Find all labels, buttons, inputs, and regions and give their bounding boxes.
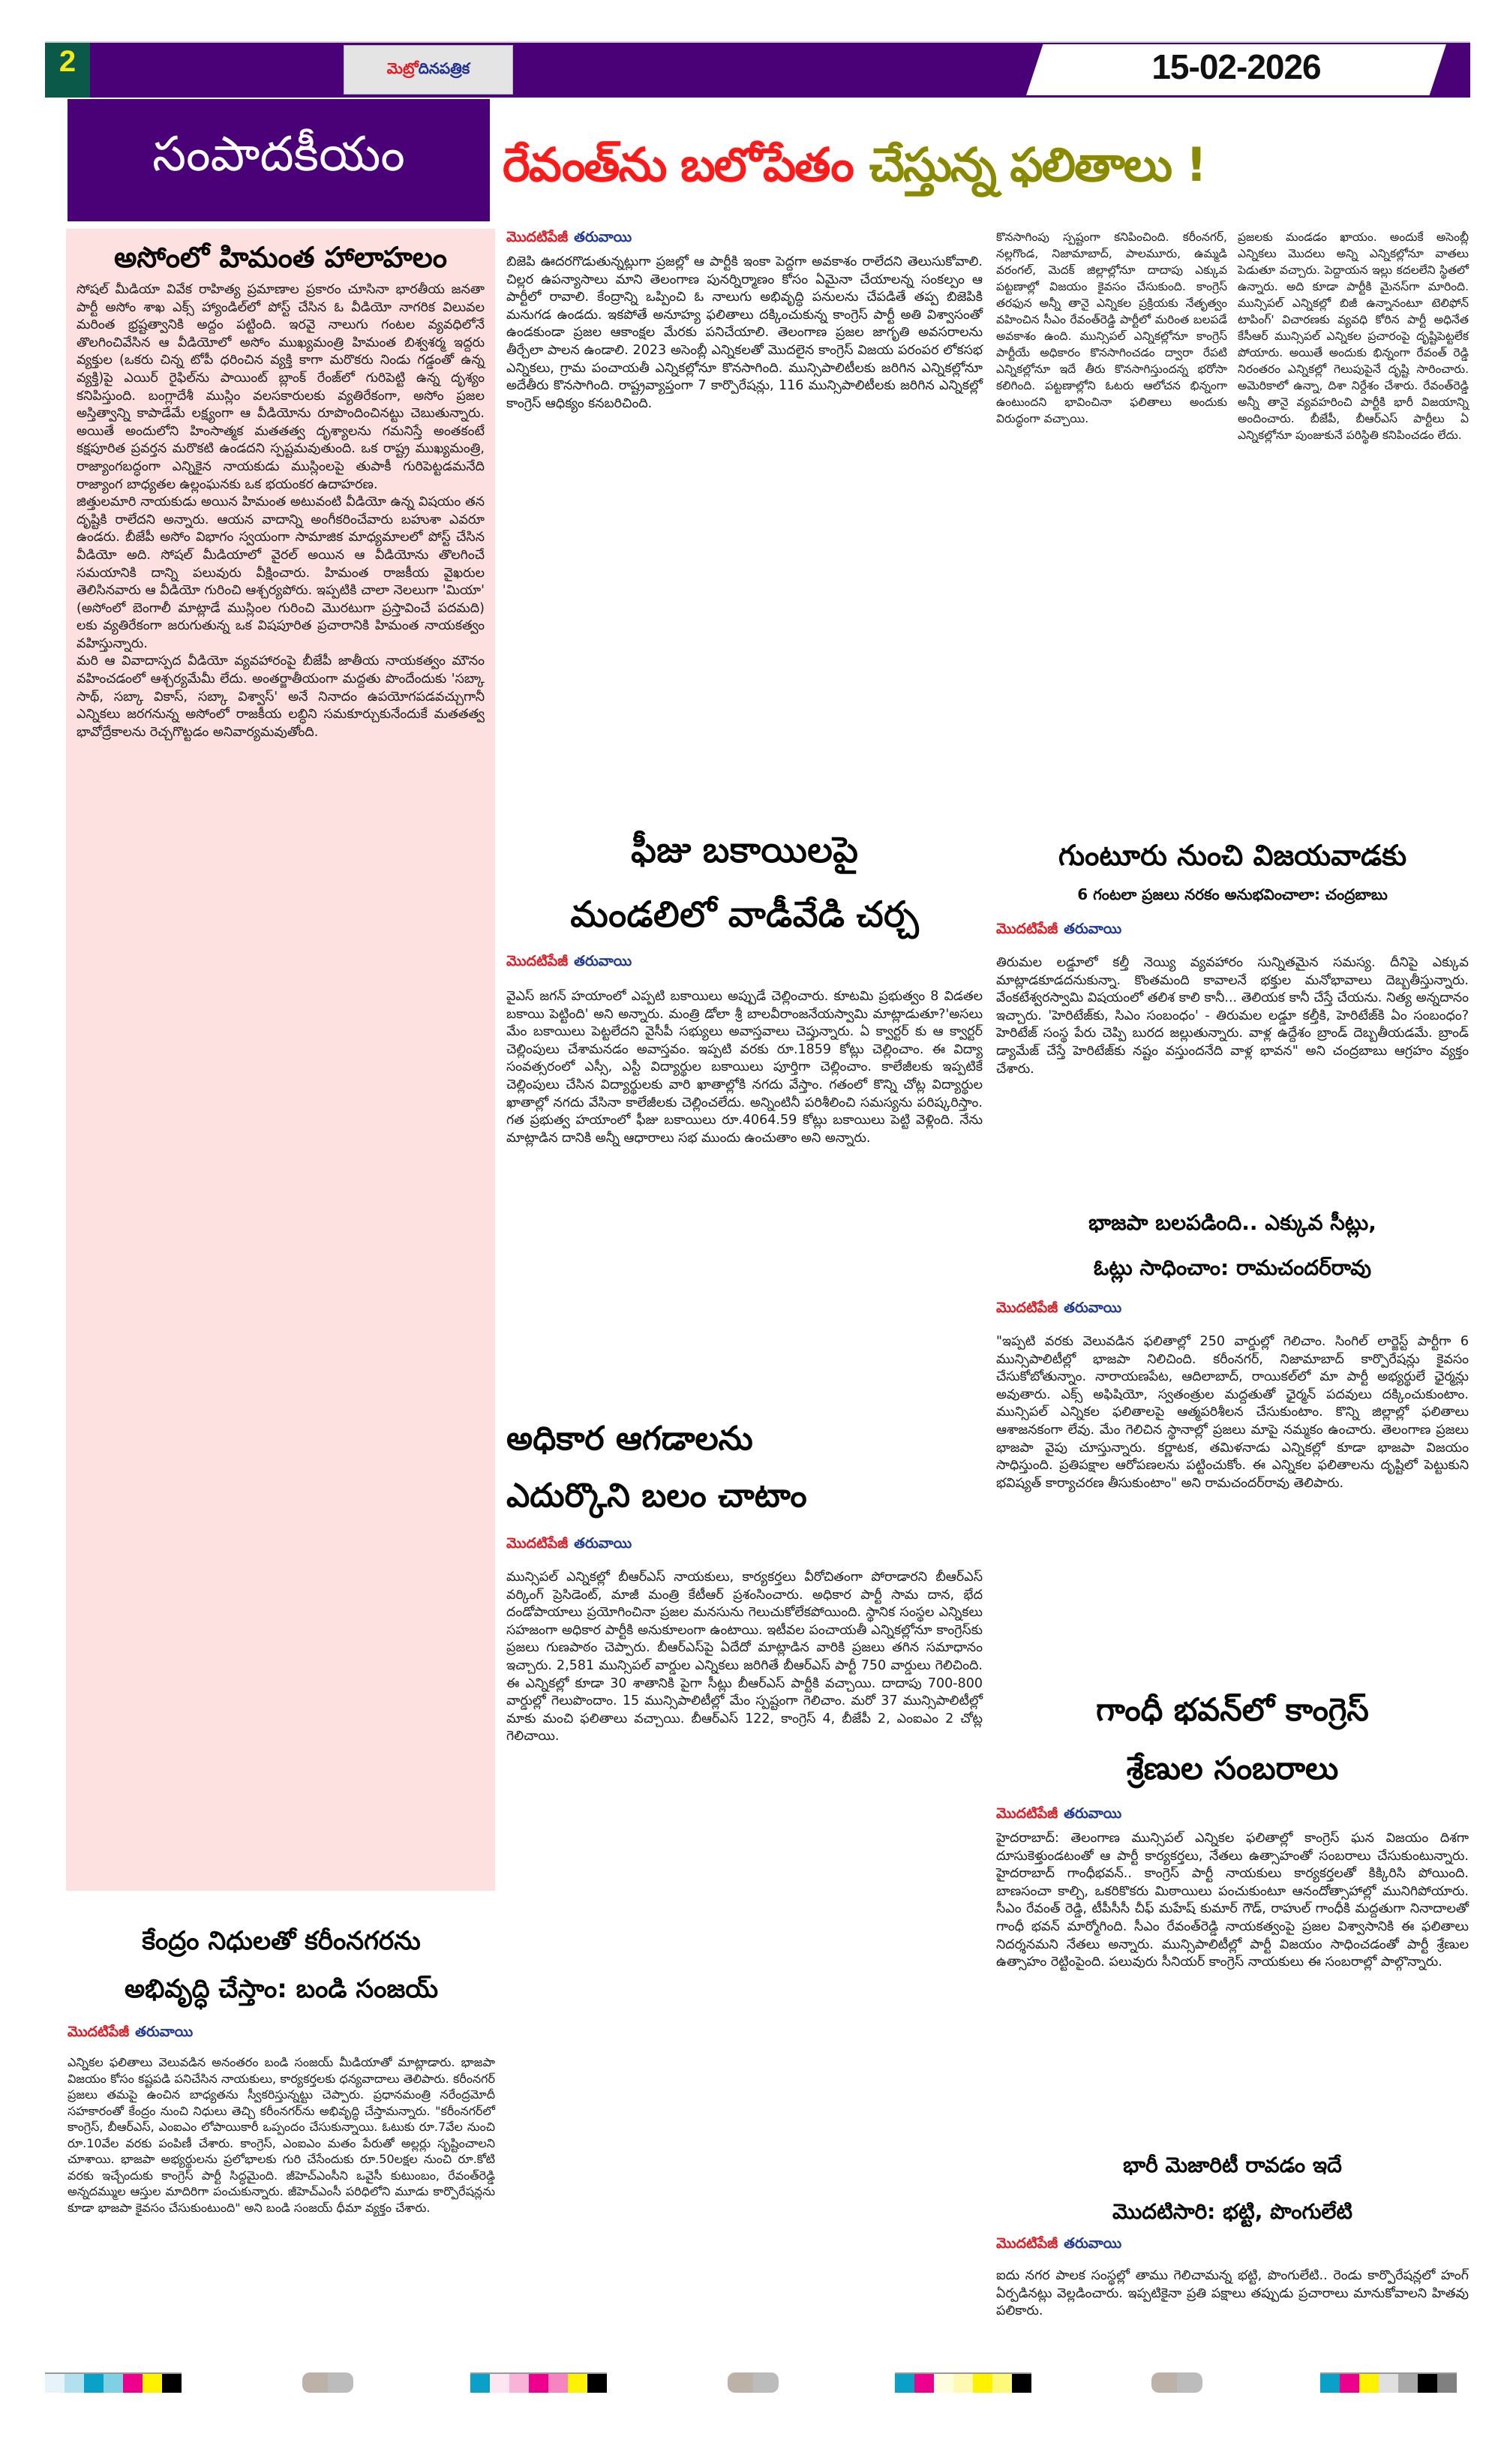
color-swatch xyxy=(1320,2372,1340,2393)
editorial-paragraph: మరి ఆ వివాదాస్పద వీడియో వ్యవహారంపై బీజేపీ జాతీయ నాయకత్వం మౌనం వహించడంలో ఆశ్చర్యమేమీ లేదు. అంతర్జాతీయంగా మద్దతు పొందేందుకు 'సబ్కా సాథ్, సబ్కా వికాస్, సబ్కా విశ్వాస్' అనే నినాదం ఉపయోగపడవచ్చుగానీ ఎన్నికలు జరగనున్న అసోంలో రాజకీయ లబ్ధిని సమకూర్చుకునేందుకే మతతత్వ భావోద్రేకాలను రెచ్చగొట్టడం అనివార్యమవుతోంది. xyxy=(77,654,485,740)
color-bar xyxy=(470,2372,607,2393)
color-swatch xyxy=(123,2372,143,2393)
logo-part2: దినపత్రిక xyxy=(418,59,470,77)
editorial-continued-paragraph: బిజెపి ఊదరగొడుతున్నట్లుగా ప్రజల్లో ఆ పార్టీకి ఇంకా పెద్దగా అవకాశం రాలేదని తెలుసుకోవాలి. చిల్లర ఉపన్యాసాలు మాని తెలంగాణ పునర్నిర్మాణం కోసం ఏమైనా చేయాలన్న సంకల్పం ఆ పార్టీలో రావాలి. కేంద్రాన్ని ఒప్పించి ఓ నాలుగు అభివృద్ధి పనులను చేపడితే తప్ప బిజెపికి మనుగడ ఉండదు. ఇకపోతే అనూహ్య ఫలితాలు దక్కించుకున్న కాంగ్రెస్ పార్టీ అతి విశ్వాసంతో ఉండకుండా ప్రజల ఆకాంక్షల మేరకు పనిచేయాలి. తెలంగాణ ప్రజల జాగృతి అవసరాలను తీర్చేలా పాలన ఉండాలి. 2023 అసెంబ్లీ ఎన్నికలతో మొదలైన కాంగ్రెస్ విజయ పరంపర లోకసభ ఎన్నికలు, గ్రామ పంచాయతీ ఎన్నికల్లోనూ కొనసాగింది. మున్సిపాలిటీలకు జరిగిన ఎన్నికల్లోనూ అదేతీరు కొనసాగింది. రాష్ట్రవ్యాప్తంగా 7 కార్పొరేషన్లు, 116 మున్సిపాలిటీలకు జరిగిన ఎన్నికల్లో కాంగ్రెస్ ఆధిక్యం కనబరిచింది. xyxy=(506,254,983,411)
color-swatch xyxy=(1012,2372,1031,2393)
color-swatch xyxy=(953,2372,973,2393)
editorial-continued-col3 xyxy=(1238,229,1469,443)
color-swatch xyxy=(1437,2372,1457,2393)
article-body: వైఎస్ జగన్ హయాంలో ఎప్పటి బకాయిలు అప్పుడే చెల్లించారు. కూటమి ప్రభుత్వం 8 విడతల బకాయి పెట్టింది' అని అన్నారు. మంత్రి డోలా శ్రీ బాలవీరాంజనేయస్వామి మాట్లాడుతూ?'అసలు మేం బకాయిలు పెట్టలేదని వైసీపీ సభ్యులు అవాస్తవాలు చెప్తున్నారు. ఏ క్వార్టర్ కు ఆ క్వార్టర్ చెల్లింపులు చేశామనడం అవాస్తవం. ఇప్పటి వరకు రూ.1859 కోట్లు చెల్లించాం. ఈ విద్యా సంవత్సరంలో ఎస్సీ, ఎస్టీ విద్యార్థుల బకాయిలు పూర్తిగా చెల్లించాం. కాలేజీలకు ఇప్పటికే చెల్లింపులు చేసిన విద్యార్థులకు వారి ఖాతాల్లోకి నగదు వేస్తాం. గతంలో కొన్ని చోట్ల విద్యార్థుల ఖాతాల్లో నగదు వేసినా కాలేజీలకు చెల్లించలేదు. అన్నింటినీ పరిశీలించి సమస్యను పరిష్కరిస్తాం. గత ప్రభుత్వ హయాంలో ఫీజు బకాయిలు రూ.4064.59 కోట్లు బకాయిలు పెట్టి వెళ్లింది. నేను మాట్లాడిన దానికి అన్నీ ఆధారాలు సభ ముందు ఉంచుతాం అని అన్నారు. xyxy=(506,989,983,1146)
color-swatch xyxy=(104,2372,123,2393)
article-fee-arrears xyxy=(506,818,983,1147)
color-swatch xyxy=(1418,2372,1437,2393)
continued-kicker xyxy=(996,1300,1469,1320)
color-swatch xyxy=(992,2372,1012,2393)
continued-kicker xyxy=(996,2235,1469,2255)
headline-line: ఫీజు బకాయిలపై xyxy=(630,829,859,871)
continued-kicker xyxy=(506,1535,983,1555)
article-body: ఎన్నికల ఫలితాలు వెలువడిన అనంతరం బండి సంజయ్ మీడియాతో మాట్లాడారు. భాజపా విజయం కోసం కష్టపడి పనిచేసిన నాయకులు, కార్యకర్తలకు ధన్యవాదాలు తెలిపారు. కరీంనగర్ ప్రజలు తమపై ఉంచిన బాధ్యతను స్వీకరిస్తున్నట్టు చెప్పారు. ప్రధానమంత్రి నరేంద్రమోదీ సహకారంతో కేంద్రం నుంచి నిధులు తెచ్చి కరీంనగర్‌ను అభివృద్ధి చేస్తామన్నారు. "కరీంనగర్‌లో కాంగ్రెస్, బీఆర్‌ఎస్, ఎంఐఎం లోపాయికారీ ఒప్పందం చేసుకున్నాయి. ఓటుకు రూ.7వేల నుంచి రూ.10వేల వరకు పంపిణీ చేశారు. కాంగ్రెస్, ఎంఐఎం మతం పేరుతో అల్లర్లు సృష్టించాలని చూశాయి. భాజపా అభ్యర్థులను ప్రలోభాలకు గురి చేసేందుకు రూ.50లక్షల నుంచి రూ.కోటి వరకు ఇచ్చేందుకు కాంగ్రెస్ పార్టీ సిద్ధమైంది. జీహెచ్ఎంసీని ఒవైసీ కుటుంబం, రేవంత్‌రెడ్డి అన్నదమ్ముల ఆస్తుల మాదిరిగా పంచుకున్నారు. జీహెచ్ఎంసీ పరిధిలోని మూడు కార్పొరేషన్లను కూడా భాజపా కైవసం చేసుకుంటుంది" అని బండి సంజయ్ ధీమా వ్యక్తం చేశారు. xyxy=(68,2055,495,2215)
headline-line: గాంధీ భవన్‌లో కాంగ్రెస్ xyxy=(1096,1691,1369,1728)
kicker-continued: తరువాయి xyxy=(574,1535,632,1552)
color-bar xyxy=(895,2372,1031,2393)
kicker-first-page: మొదటిపేజీ xyxy=(996,921,1058,937)
kicker-continued: తరువాయి xyxy=(1064,1300,1122,1316)
registration-mark xyxy=(728,2372,779,2393)
article-headline xyxy=(506,1411,983,1525)
issue-date: 15-02-2026 xyxy=(1151,47,1321,86)
color-swatch xyxy=(587,2372,607,2393)
color-bar xyxy=(1320,2372,1457,2393)
editorial-label-box xyxy=(68,99,490,221)
continued-kicker xyxy=(996,921,1469,941)
kicker-first-page: మొదటిపేజీ xyxy=(506,229,569,245)
headline-line: భాజపా బలపడింది.. ఎక్కువ సీట్లు, xyxy=(1088,1210,1376,1235)
editorial-body xyxy=(77,281,485,741)
newspaper-logo xyxy=(344,45,513,95)
article-subheadline: 6 గంటలా ప్రజలు నరకం అనుభవించాలా: చంద్రబాబు xyxy=(1077,885,1388,903)
article-headline xyxy=(996,1681,1469,1798)
kicker-continued: తరువాయి xyxy=(574,229,632,245)
headline-line: మొదటిసారి: భట్టి, పొంగులేటి xyxy=(1112,2199,1352,2224)
kicker-first-page: మొదటిపేజీ xyxy=(506,953,569,969)
headline-line: అధికార ఆగడాలను xyxy=(506,1420,753,1458)
color-swatch xyxy=(84,2372,104,2393)
headline-line: మండలిలో వాడీవేడి చర్చ xyxy=(570,894,919,936)
kicker-first-page: మొదటిపేజీ xyxy=(996,2235,1058,2252)
article-headline xyxy=(996,1200,1469,1291)
editorial-paragraph: జిత్తులమారి నాయకుడు అయిన హిమంత అటువంటి వీడియో ఉన్న విషయం తన దృష్టికి రాలేదని అన్నారు. ఆయన వాదాన్ని అంగీకరించేవారు బహుశా ఎవరూ ఉండరు. బీజేపీ అసోం విభాగం స్వయంగా సామాజిక మాధ్యమాలలో పోస్ట్ చేసిన వీడియో అది. సోషల్ మీడియాలో వైరల్ అయిన ఆ వీడియోను తొలగించే సమయానికి దాన్ని పలువురు వీక్షించారు. హిమంత రాజకీయ వైఖరుల తెలిసినవారు ఆ వీడియో గురించి ఆశ్చర్యపోరు. ఇప్పటికి చాలా నెలలుగా 'మియా' (అసోంలో బెంగాలీ మాట్లాడే ముస్లింల గురించి మొరటుగా ప్రస్తావించే పదమది) లకు వ్యతిరేకంగా జరుగుతున్న ఒక విషపూరిత ప్రచారానికి హిమంత నాయకత్వం వహిస్తున్నారు. xyxy=(77,494,485,651)
editorial-continued-paragraph: ప్రజలకు మండడం ఖాయం. అందుకే అసెంబ్లీ ఎన్నికలు మొదలు అన్ని ఎన్నికల్లోనూ వాతలు పెడుతూ వచ్చారు. పెద్దాయన ఇల్లు కదలలేని స్థితలో ఉన్నారు. అది కూడా పార్టీకి మైనస్‌గా మారింది. మున్సిపల్ ఎన్నికల్లో బిజీ ఉన్నానంటూ టెలిఫోన్ టాపింగ్' విచారణకు వ్యవధి కోరిన పార్టీ అధినేత కేసీఆర్ మున్సిపల్ ఎన్నికల ప్రచారంపై దృష్టిపెట్టలేక పోయారు. అయితే అందుకు భిన్నంగా రేవంత్ రెడ్డి నిరంతరం ఎన్నికల్లో గెలుపుపైనే దృష్టి సారించారు. అమెరికాలో ఉన్నా, దిశా నిర్దేశం చేశారు. రేవంత్‌రెడ్డి అన్నీ తానై వ్యవహరించి పార్టీకి భారీ విజయాన్ని అందించారు. బీజేపీ, బీఆర్‌ఎస్ పార్టీలు ఏ ఎన్నికల్లోనూ పుంజుకునే పరిస్థితి కనిపించడం లేదు. xyxy=(1238,230,1469,442)
color-swatch xyxy=(1398,2372,1418,2393)
article-body: హైదరాబాద్: తెలంగాణ మున్సిపల్ ఎన్నికల ఫలితాల్లో కాంగ్రెస్ ఘన విజయం దిశగా దూసుకెళ్తుండటంతో ఆ పార్టీ కార్యకర్తలు, నేతలు ఉత్సాహంతో సంబరాలు చేసుకుంటున్నారు. హైదరాబాద్ గాంధీభవన్.. కాంగ్రెస్ పార్టీ నాయకులు కార్యకర్తలతో కిక్కిరిసి పోయింది. బాణసంచా కాల్చి, ఒకరికొకరు మిఠాయిలు పంచుకుంటూ ఆనందోత్సాహాల్లో మునిగిపోయారు. సీఎం రేవంత్ రెడ్డి, టీపీసీసీ చీఫ్ మహేష్ కుమార్ గౌడ్, రాహుల్ గాంధీకి మద్దతుగా నినాదాలతో గాంధీ భవన్ మార్మోగింది. సీఎం రేవంత్‌రెడ్డి నాయకత్వంపై ప్రజల విశ్వాసానికి ఈ ఫలితాలు నిదర్శనమని నేతలు అన్నారు. మున్సిపాలిటీల్లో పార్టీ విజయం సాధించడంతో పార్టీ శ్రేణుల ఉత్సాహం రెట్టింపైంది. పలువురు సీనియర్ కాంగ్రెస్ నాయకులు ఈ సంబరాల్లో పాల్గొన్నారు. xyxy=(996,1831,1469,1970)
article-bjp-strengthened xyxy=(996,1200,1469,1492)
article-body: ఐదు నగర పాలక సంస్థల్లో తాము గెలిచామన్న భట్టి, పొంగులేటి.. రెండు కార్పొరేషన్లలో హంగ్ ఏర్పడినట్లు వెల్లడించారు. ఇప్పటికైనా ప్రతి పక్షాలు తప్పుడు ప్రచారాలు మానుకోవాలని హితవు పలికారు. xyxy=(996,2268,1469,2319)
color-bar xyxy=(45,2372,182,2393)
article-first-time-majority xyxy=(996,2142,1469,2321)
continued-kicker xyxy=(996,1805,1469,1825)
kicker-continued: తరువాయి xyxy=(1064,921,1122,937)
color-swatch xyxy=(1379,2372,1398,2393)
kicker-first-page: మొదటిపేజీ xyxy=(506,1535,569,1552)
color-swatch xyxy=(895,2372,914,2393)
kicker-continued: తరువాయి xyxy=(135,2024,194,2040)
color-swatch xyxy=(490,2372,509,2393)
editorial-continued-paragraph: కొనసాగింపు స్పష్టంగా కనిపించింది. కరీంనగర్, నల్లగొండ, నిజామాబాద్, పాలమూరు, ఉమ్మడి వరంగల్, మెదక్ జిల్లాల్లోనూ దాదాపు ఎక్కువ పట్టణాల్లో విజయం కైవసం చేసుకుంది. కాంగ్రెస్ తరఫున అన్నీ తానై ఎన్నికల ప్రక్రియకు నేతృత్వం వహించిన సీఎం రేవంత్‌రెడ్డి పార్టీలో మరింత బలపడే అవకాశం ఉంది. మున్సిపల్ ఎన్నికల్లోనూ కాంగ్రెస్ పార్టీయే అధికారం కొనసాగించడం ద్వారా రేపటి ఎన్నికల్లోనూ ఇదే తీరు కొనసాగిస్తుందన్న భరోసా కలిగింది. పట్టణాల్లోని ఓటరు ఆలోచన భిన్నంగా ఉంటుందని భావించినా ఫలితాలు అందుకు విరుద్ధంగా వచ్చాయి. xyxy=(996,230,1227,425)
main-headline-red: రేవంత్‌ను బలోపేతం xyxy=(503,137,853,192)
kicker-continued: తరువాయి xyxy=(1064,1805,1122,1822)
color-swatch xyxy=(65,2372,84,2393)
color-swatch xyxy=(1340,2372,1359,2393)
headline-line: శ్రేణుల సంబరాలు xyxy=(1126,1750,1339,1786)
color-swatch xyxy=(143,2372,162,2393)
kicker-continued: తరువాయి xyxy=(574,953,632,969)
continued-kicker xyxy=(506,229,983,249)
continued-kicker xyxy=(68,2024,495,2044)
kicker-continued: తరువాయి xyxy=(1064,2235,1122,2252)
kicker-first-page: మొదటిపేజీ xyxy=(996,1300,1058,1316)
registration-mark xyxy=(302,2372,353,2393)
article-power-challenge xyxy=(506,1411,983,1746)
page-number: 2 xyxy=(59,45,77,78)
headline-line: ఎదుర్కొని బలం చాటాం xyxy=(506,1477,807,1515)
color-swatch xyxy=(45,2372,65,2393)
headline-line: భారీ మెజారిటీ రావడం ఇదే xyxy=(1123,2153,1342,2177)
article-karimnagar xyxy=(68,1917,495,2216)
color-swatch xyxy=(934,2372,953,2393)
kicker-first-page: మొదటిపేజీ xyxy=(68,2024,130,2040)
color-swatch xyxy=(548,2372,568,2393)
article-gandhi-bhavan xyxy=(996,1681,1469,1972)
editorial-column xyxy=(66,229,495,1891)
editorial-paragraph: సోషల్ మీడియా వివేక రాహిత్య ప్రమాణాల ప్రకారం చూసినా భారతీయ జనతా పార్టీ అసోం శాఖ ఎక్స్ హ్యాండిల్‌లో పోస్ట్ చేసిన ఓ వీడియో నాగరిక విలువల మరింత భ్రష్టత్వానికి అద్దం పట్టింది. ఇరవై నాలుగు గంటల వ్యవధిలోనే తొలగించివేసిన ఆ వీడియోలో అసోం ముఖ్యమంత్రి హిమంత బిశ్వశర్మ ఇద్దరు వ్యక్తుల (ఒకరు చిన్న టోపీ ధరించిన వ్యక్తి కాగా మరొకరు నిండు గడ్డంతో ఉన్న వ్యక్తి)పై ఎయిర్ రైఫిల్‌ను పాయింట్ బ్లాంక్ రేంజ్‌లో గురిపెట్టి ఉన్న దృశ్యం కనిపిస్తుంది. బంగ్లాదేశీ ముస్లిం వలసకారులకు వ్యతిరేకంగా, అసోం ప్రజల అస్తిత్వాన్ని కాపాడేమే లక్ష్యంగా ఆ వీడియోను రూపొందించినట్టు చెబుతున్నారు. అయితే అందులోని హింసాత్మక మతతత్వ దృశ్యాలను గమనిస్తే అంతకంటే కక్షపూరిత ప్రవర్తన మరొకటి ఉండదని స్పష్టమవుతుంది. ఒక రాష్ట్ర ముఖ్యమంత్రి, రాజ్యాంగబద్ధంగా ఎన్నికైన నాయకుడు ముస్లింలపై తుపాకీ గురిపెట్టడమనేది రాజ్యాంగ బాధ్యతల ఉల్లంఘనకు ఒక భయంకర ఉదాహరణ. xyxy=(77,282,485,492)
article-headline xyxy=(996,2142,1469,2235)
color-swatch xyxy=(162,2372,182,2393)
article-guntur-vijayawada xyxy=(996,833,1469,1078)
headline-line: ఓట్లు సాధించాం: రామచందర్‌రావు xyxy=(1093,1255,1372,1280)
color-swatch xyxy=(973,2372,992,2393)
editorial-continued xyxy=(506,229,983,413)
color-swatch xyxy=(1359,2372,1379,2393)
editorial-label: సంపాదకీయం xyxy=(152,127,405,182)
registration-mark xyxy=(1151,2372,1202,2393)
article-headline: గుంటూరు నుంచి విజయవాడకు xyxy=(1058,839,1407,872)
editorial-headline: అసోంలో హిమంత హాలాహలం xyxy=(114,241,447,274)
logo-part1: మెట్రో xyxy=(386,59,419,77)
main-headline-olive: చేస్తున్న ఫలితాలు ! xyxy=(869,137,1205,192)
headline-line: కేంద్రం నిధులతో కరీంనగరను xyxy=(142,1926,421,1956)
color-swatch xyxy=(568,2372,587,2393)
continued-kicker xyxy=(506,953,983,973)
article-body: "ఇప్పటి వరకు వెలువడిన ఫలితాల్లో 250 వార్డుల్లో గెలిచాం. సింగిల్ లార్జెస్ట్ పార్టీగా 6 మున్సిపాలిటీల్లో భాజపా నిలిచింది. కరీంనగర్, నిజామాబాద్ కార్పొరేషన్లు కైవసం చేసుకోబోతున్నాం. నారాయణపేట, ఆదిలాబాద్, రాయికల్‌లో మా పార్టీ అభ్యర్థులే ఛైర్మన్లు అవుతారు. ఎక్స్ అఫిషియో, స్వతంత్రుల మద్దతుతో ఛైర్మన్ పదవులు దక్కించుకుంటాం. మున్సిపల్ ఎన్నికల ఫలితాలపై ఆత్మపరిశీలన చేసుకుంటాం. కొన్ని జిల్లాల్లో ఫలితాలు ఆశాజనకంగా లేవు. మేం గెలిచిన స్థానాల్లో ప్రజలు మాపై నమ్మకం ఉంచారు. తెలంగాణ ప్రజలు భాజపా వైపు చూస్తున్నారు. కర్ణాటక, తమిళనాడు ఎన్నికల్లో కూడా భాజపా విజయం సాధిస్తుంది. ప్రతిపక్షాల ఆరోపణలను పట్టించుకోం. ఈ ఎన్నికల ఫలితాలను దృష్టిలో పెట్టుకుని భవిష్యత్ కార్యాచరణ తీసుకుంటాం" అని రామచందర్‌రావు తెలిపారు. xyxy=(996,1334,1469,1491)
article-body: తిరుమల లడ్డూలో కల్తీ నెయ్యి వ్యవహారం సున్నితమైన సమస్య. దీనిపై ఎక్కువ మాట్లాడకూడదనుకున్నా. కొంతమంది కావాలనే భక్తుల మనోభావాలు దెబ్బతీస్తున్నారు. వేంకటేశ్వరస్వామి విషయంలో తలిశ కాలి కానీ... తెలియక కానీ చేస్తే చేయను. నిత్య అన్నదానం ఇచ్చారు. 'హెరిటేజ్‌కు, సిఎం సంబంధం' - తిరుమల లడ్డూ కల్తీకి, హెరిటేజ్‌కి ఏం సంబంధం? హెరిటేజ్ సంస్థ పేరు చెప్పి బురద జల్లుతున్నారు. వాళ్ల ఉద్దేశం బ్రాండ్ దెబ్బతీయడమే. బ్రాండ్ డ్యామేజ్ చేస్తే హెరిటేజ్‌కు నష్టం వస్తుందనేది వాళ్ల భావన" అని చంద్రబాబు ఆగ్రహం వ్యక్తం చేశారు. xyxy=(996,955,1469,1077)
kicker-first-page: మొదటిపేజీ xyxy=(996,1805,1058,1822)
article-body: మున్సిపల్ ఎన్నికల్లో బీఆర్‌ఎస్ నాయకులు, కార్యకర్తలు వీరోచితంగా పోరాడారని బీఆర్‌ఎస్ వర్కింగ్ ప్రెసిడెంట్, మాజీ మంత్రి కేటీఆర్ ప్రశంసించారు. అధికార పార్టీ సామ దాన, భేద దండోపాయాలు ప్రయోగించినా ప్రజల మనసును గెలుచుకోలేకపోయింది. స్థానిక సంస్థల ఎన్నికలు సహజంగా అధికార పార్టీకి అనుకూలంగా ఉంటాయి. ఇటీవల పంచాయతీ ఎన్నికల్లోనూ కాంగ్రెస్‌కు ప్రజలు గుణపాఠం చెప్పారు. బీఆర్‌ఎస్‌పై ఏదేదో మాట్లాడిన వారికి ప్రజలు తగిన సమాధానం ఇచ్చారు. 2,581 మున్సిపల్ వార్డుల ఎన్నికలు జరిగితే బీఆర్‌ఎస్ పార్టీ 750 వార్డులు గెలిచింది. ఈ ఎన్నికల్లో కూడా 30 శాతానికి పైగా సీట్లు బీఆర్‌ఎస్ పార్టీకి వచ్చాయి. దాదాపు 700-800 వార్డుల్లో గెలుపొందాం. 15 మున్సిపాలిటీల్లో మేం స్పష్టంగా గెలిచాం. మరో 37 మున్సిపాలిటీల్లో మాకు మంచి ఫలితాలు వచ్చాయి. బీఆర్‌ఎస్ 122, కాంగ్రెస్ 4, బీజేపీ 2, ఎంఐఎం 2 చోట్ల గెలిచాయి. xyxy=(506,1570,983,1744)
color-swatch xyxy=(914,2372,934,2393)
article-headline xyxy=(506,818,983,947)
article-headline xyxy=(68,1917,495,2013)
color-swatch xyxy=(470,2372,490,2393)
headline-line: అభివృద్ధి చేస్తాం: బండి సంజయ్ xyxy=(124,1974,439,2004)
color-swatch xyxy=(509,2372,529,2393)
editorial-continued-col2 xyxy=(996,229,1227,427)
color-swatch xyxy=(529,2372,548,2393)
main-headline xyxy=(503,105,1466,225)
